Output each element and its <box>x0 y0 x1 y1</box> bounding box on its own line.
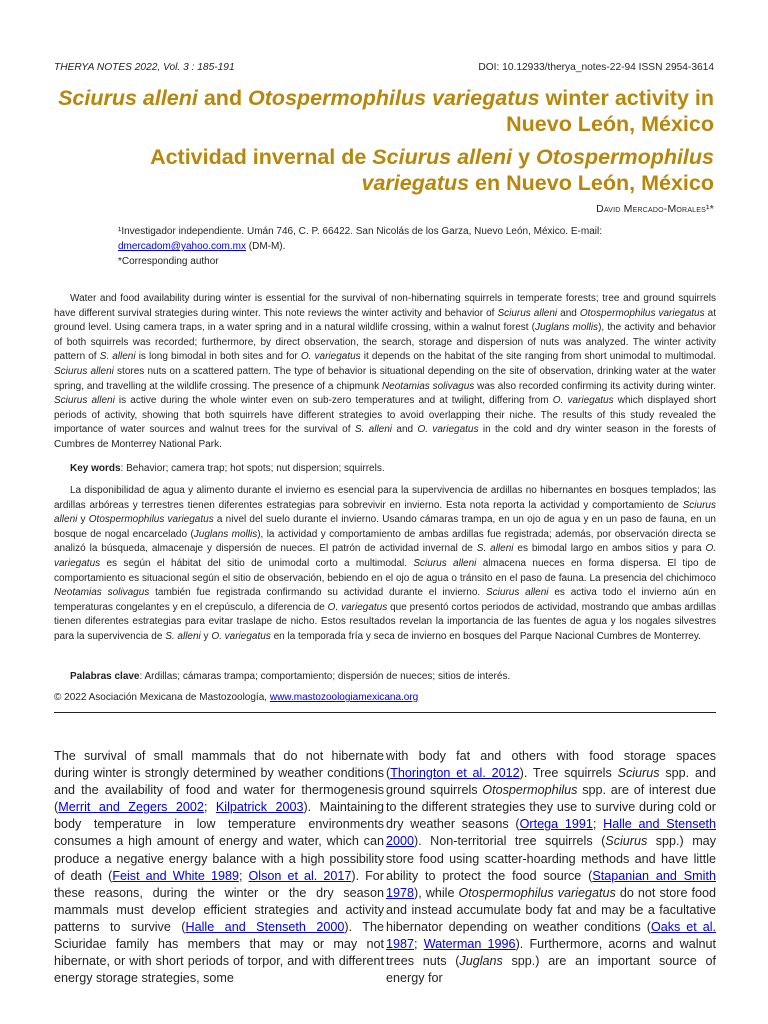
section-divider <box>54 712 716 713</box>
corresponding-note: *Corresponding author <box>118 256 219 267</box>
citation-link[interactable]: Ortega 1991 <box>519 817 593 832</box>
citation-link[interactable]: Oaks et al. 1987 <box>386 919 717 952</box>
society-website-link[interactable]: www.mastozoologiamexicana.org <box>269 692 419 703</box>
copyright-line: © 2022 Asociación Mexicana de Mastozoología, www.mastozoologiamexicana.org <box>54 692 419 703</box>
citation-link[interactable]: Halle and Stenseth 2000 <box>386 817 716 849</box>
abstract-spanish: La disponibilidad de agua y alimento durante el invierno es esencial para la supervivencia de ardillas no hibernantes en bosques templados; las ardillas arbóreas y terrestres tienen diferentes estrategias para sobrevivir en invierno. Esta nota reporta la actividad y comportamiento de Sciurus alleni y Otospermophilus variegatus a nivel del suelo durante el invierno. Usando cámaras trampa, en un ojo de agua y en un paso de fauna, en un bosque de nogal encarcelado (Juglans mollis), la actividad y comportamiento de ambas ardillas fue registrada; además, por observación directa se analizó la búsqueda, almacenaje y dispersión de nueces. El patrón de actividad invernal de S. alleni es bimodal largo en ambos sitios y para O. variegatus es según el hábitat del sitio de unimodal corto a multimodal. Sciurus alleni almacena nueces en forma dispersa. El tipo de comportamiento es situacional según el sitio de observación, bebiendo en el ojo de agua o tránsito en el paso de fauna. La presencia del chichimoco Neotamias solivagus también fue registrada confirmando su actividad durante el invierno. Sciurus alleni es activa todo el invierno aún en temperaturas congelantes y en el crepúsculo, a diferencia de O. variegatus que presentó cortos periodos de actividad, mostrando que ambas ardillas tienen diferentes estrategias para evitar traslape de nicho. Estos resultados revelan la importancia de las fuentes de agua y los nogales silvestres para la supervivencia de S. alleni y O. variegatus en la temporada fría y seca de invierno en bosques del Parque Nacional Cumbres de Monterrey. <box>54 485 717 642</box>
citation-link[interactable]: Waterman 1996 <box>423 937 516 952</box>
citation-link[interactable]: Thorington et al. 2012 <box>390 766 520 781</box>
citation-link[interactable]: Merrit and Zegers 2002 <box>58 800 204 815</box>
citation-link[interactable]: Halle and Stenseth 2000 <box>185 919 345 934</box>
citation-link[interactable]: Stapanian and Smith 1978 <box>386 868 716 900</box>
citation-link[interactable]: Feist and White 1989 <box>112 868 239 883</box>
body-column-right: with body fat and others with food storage spaces (Thorington et al. 2012). Tree squirrels Sciurus spp. and ground squirrels Otospermophilus spp. are of interest due to the different strategies they use to survive during cold or dry weather seasons (Ortega 1991; Halle and Stenseth 2000). Non-territorial tree squirrels (Sciurus spp.) may store food using scatter-hoarding methods and have little ability to protect the food source (Stapanian and Smith 1978), while Otospermophilus variegatus do not store food and instead accumulate body fat and may be a facultative hibernator depending on weather conditions (Oaks et al. 1987; Waterman 1996). Furthermore, acorns and walnut trees nuts (Juglans spp.) are an important source of energy for <box>386 749 717 986</box>
doi-issn: DOI: 10.12933/therya_notes-22-94 ISSN 2954-3614 <box>478 62 714 73</box>
title-english: Sciurus alleni and Otospermophilus variegatus winter activity in Nuevo León, México <box>58 86 714 136</box>
journal-citation: THERYA NOTES 2022, Vol. 3 : 185-191 <box>54 62 235 73</box>
keywords-english: Key words: Behavior; camera trap; hot spots; nut dispersion; squirrels. <box>70 463 385 474</box>
affiliation: ¹Investigador independiente. Umán 746, C. P. 66422. San Nicolás de los Garza, Nuevo León, México. E-mail: dmercadom@yahoo.com.mx (DM-M). *Corresponding author <box>118 226 602 267</box>
citation-link[interactable]: Olson et al. 2017 <box>248 868 352 883</box>
author-email-link[interactable]: dmercadom@yahoo.com.mx <box>118 241 246 252</box>
abstract-english: Water and food availability during winter is essential for the survival of non-hibernating squirrels in temperate forests; tree and ground squirrels have different survival strategies during winter. This note reviews the winter activity and behavior of Sciurus alleni and Otospermophilus variegatus at ground level. Using camera traps, in a water spring and in a natural wildlife crossing, within a walnut forest (Juglans mollis), the activity and behavior of both squirrels was recorded; furthermore, by direct observation, the search, storage and dispersion of nuts was analyzed. The winter activity pattern of S. alleni is long bimodal in both sites and for O. variegatus it depends on the habitat of the site ranging from short unimodal to multimodal. Sciurus alleni stores nuts on a scattered pattern. The type of behavior is situational depending on the site of observation, drinking water at the water spring, and travelling at the wildlife crossing. The presence of a chipmunk Neotamias solivagus was also recorded confirming its activity during winter. Sciurus alleni is active during the whole winter even on sub-zero temperatures and at twilight, differing from O. variegatus which displayed short periods of activity, showing that both squirrels have different strategies to avoid overlapping their niche. The results of this study revealed the importance of water sources and walnut trees for the survival of S. alleni and O. variegatus in the cold and dry winter season in the forests of Cumbres de Monterrey National Park. <box>54 293 717 450</box>
author-name: David Mercado-Morales¹* <box>596 203 714 215</box>
title-spanish: Actividad invernal de Sciurus alleni y Otospermophilus variegatus en Nuevo León, México <box>150 145 714 195</box>
body-column-left: The survival of small mammals that do not hibernate during winter is strongly determined by weather conditions and the availability of food and water for thermogenesis (Merrit and Zegers 2002; Kilpatrick 2003). Maintaining body temperature in low temperature environments consumes a high amount of energy and water, which can produce a negative energy balance with a high possibility of death (Feist and White 1989; Olson et al. 2017). For these reasons, during the winter or the dry season mammals must develop efficient strategies and activity patterns to survive (Halle and Stenseth 2000). The Sciuridae family has members that may or may not hibernate, or with short periods of torpor, and with different energy storage strategies, some <box>54 749 385 986</box>
keywords-spanish: Palabras clave: Ardillas; cámaras trampa; comportamiento; dispersión de nueces; sitios de interés. <box>70 671 511 682</box>
citation-link[interactable]: Kilpatrick 2003 <box>215 800 304 815</box>
